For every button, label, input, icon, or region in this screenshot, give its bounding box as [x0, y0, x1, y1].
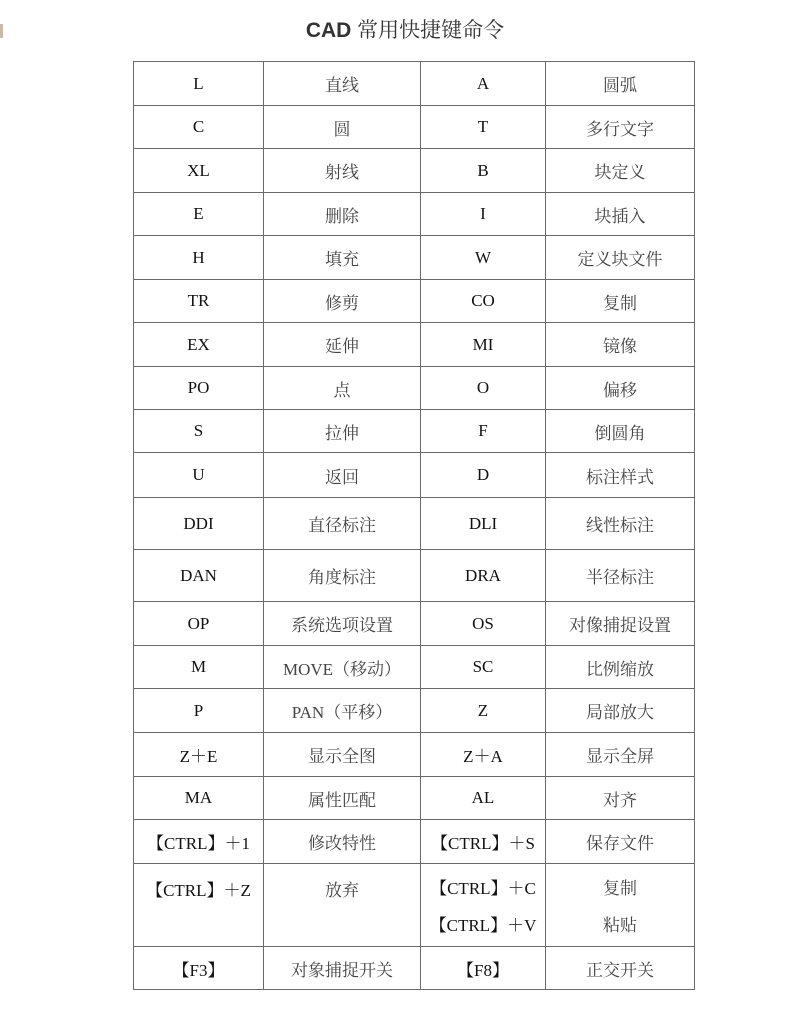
table-row — [134, 498, 695, 550]
command-desc: 直径标注 — [264, 498, 421, 550]
command-desc: 保存文件 — [546, 820, 695, 864]
command-desc: 块定义 — [546, 149, 695, 193]
command-code: 【F8】 — [421, 947, 546, 990]
command-desc: 正交开关 — [546, 947, 695, 990]
command-desc: 定义块文件 — [546, 236, 695, 280]
command-desc: 直线 — [264, 62, 421, 106]
command-desc: 圆弧 — [546, 62, 695, 106]
command-desc: 对像捕捉设置 — [546, 602, 695, 646]
command-code: 【CTRL】＋C — [430, 879, 536, 898]
command-desc: 块插入 — [546, 193, 695, 236]
command-code: Z＋E — [134, 733, 264, 777]
command-desc: 对齐 — [546, 777, 695, 820]
table-row — [134, 410, 695, 453]
command-code: TR — [134, 280, 264, 323]
title-cn: 常用快捷键命令 — [357, 19, 505, 42]
table-row — [134, 550, 695, 602]
command-code: E — [134, 193, 264, 236]
command-desc: PAN（平移） — [264, 689, 421, 733]
command-code: B — [421, 149, 546, 193]
command-desc: 属性匹配 — [264, 777, 421, 820]
command-code: 【CTRL】＋Z — [134, 864, 264, 947]
command-code: 【CTRL】＋S — [421, 820, 546, 864]
command-desc: 镜像 — [546, 323, 695, 367]
command-code: 【CTRL】＋V — [429, 916, 537, 935]
command-code: D — [421, 453, 546, 498]
command-desc-pair — [546, 864, 695, 947]
table-row — [134, 646, 695, 689]
command-code: H — [134, 236, 264, 280]
command-code: XL — [134, 149, 264, 193]
command-desc: 对象捕捉开关 — [264, 947, 421, 990]
command-desc: 返回 — [264, 453, 421, 498]
command-desc: 粘贴 — [603, 916, 637, 935]
command-code: A — [421, 62, 546, 106]
command-desc: 复制 — [546, 280, 695, 323]
table-row — [134, 62, 695, 106]
command-desc: 显示全图 — [264, 733, 421, 777]
command-desc: 修改特性 — [264, 820, 421, 864]
command-desc: 修剪 — [264, 280, 421, 323]
command-code: DRA — [421, 550, 546, 602]
command-desc: 角度标注 — [264, 550, 421, 602]
command-desc: 复制 — [603, 879, 637, 898]
command-code: CO — [421, 280, 546, 323]
table-row — [134, 777, 695, 820]
command-desc: 圆 — [264, 106, 421, 149]
command-desc: 偏移 — [546, 367, 695, 410]
table-row — [134, 323, 695, 367]
command-desc: 显示全屏 — [546, 733, 695, 777]
command-code: U — [134, 453, 264, 498]
command-code: OS — [421, 602, 546, 646]
command-code: W — [421, 236, 546, 280]
command-code: Z＋A — [421, 733, 546, 777]
table-row — [134, 367, 695, 410]
command-code: DLI — [421, 498, 546, 550]
command-desc: 填充 — [264, 236, 421, 280]
command-code: O — [421, 367, 546, 410]
command-code: SC — [421, 646, 546, 689]
command-code: MA — [134, 777, 264, 820]
command-desc: 延伸 — [264, 323, 421, 367]
command-code: T — [421, 106, 546, 149]
command-code: DDI — [134, 498, 264, 550]
command-desc: 拉伸 — [264, 410, 421, 453]
command-desc: 标注样式 — [546, 453, 695, 498]
command-code: P — [134, 689, 264, 733]
table-row-multi — [134, 864, 695, 947]
shortcut-table — [133, 61, 695, 990]
command-desc: 点 — [264, 367, 421, 410]
table-row — [134, 689, 695, 733]
table-row — [134, 149, 695, 193]
table-row — [134, 733, 695, 777]
command-code: PO — [134, 367, 264, 410]
command-desc: 半径标注 — [546, 550, 695, 602]
command-desc: 射线 — [264, 149, 421, 193]
command-code: C — [134, 106, 264, 149]
command-code: OP — [134, 602, 264, 646]
command-desc: 多行文字 — [546, 106, 695, 149]
table-row — [134, 453, 695, 498]
command-code: F — [421, 410, 546, 453]
command-desc: 系统选项设置 — [264, 602, 421, 646]
command-desc: 放弃 — [264, 864, 421, 947]
table-row — [134, 193, 695, 236]
table-row — [134, 947, 695, 990]
command-desc: MOVE（移动） — [264, 646, 421, 689]
command-code-pair — [421, 864, 546, 947]
command-code: EX — [134, 323, 264, 367]
table-row — [134, 602, 695, 646]
command-code: S — [134, 410, 264, 453]
command-code: Z — [421, 689, 546, 733]
table-row — [134, 236, 695, 280]
command-desc: 局部放大 — [546, 689, 695, 733]
command-code: DAN — [134, 550, 264, 602]
command-code: AL — [421, 777, 546, 820]
command-desc: 比例缩放 — [546, 646, 695, 689]
command-code: 【F3】 — [134, 947, 264, 990]
command-code: 【CTRL】＋1 — [134, 820, 264, 864]
command-code: I — [421, 193, 546, 236]
command-code: MI — [421, 323, 546, 367]
command-desc: 线性标注 — [546, 498, 695, 550]
title-en: CAD — [305, 19, 352, 42]
table-row — [134, 280, 695, 323]
page-title — [0, 14, 810, 44]
command-code: M — [134, 646, 264, 689]
table-row — [134, 820, 695, 864]
table-row — [134, 106, 695, 149]
command-code: L — [134, 62, 264, 106]
command-desc: 倒圆角 — [546, 410, 695, 453]
command-desc: 删除 — [264, 193, 421, 236]
